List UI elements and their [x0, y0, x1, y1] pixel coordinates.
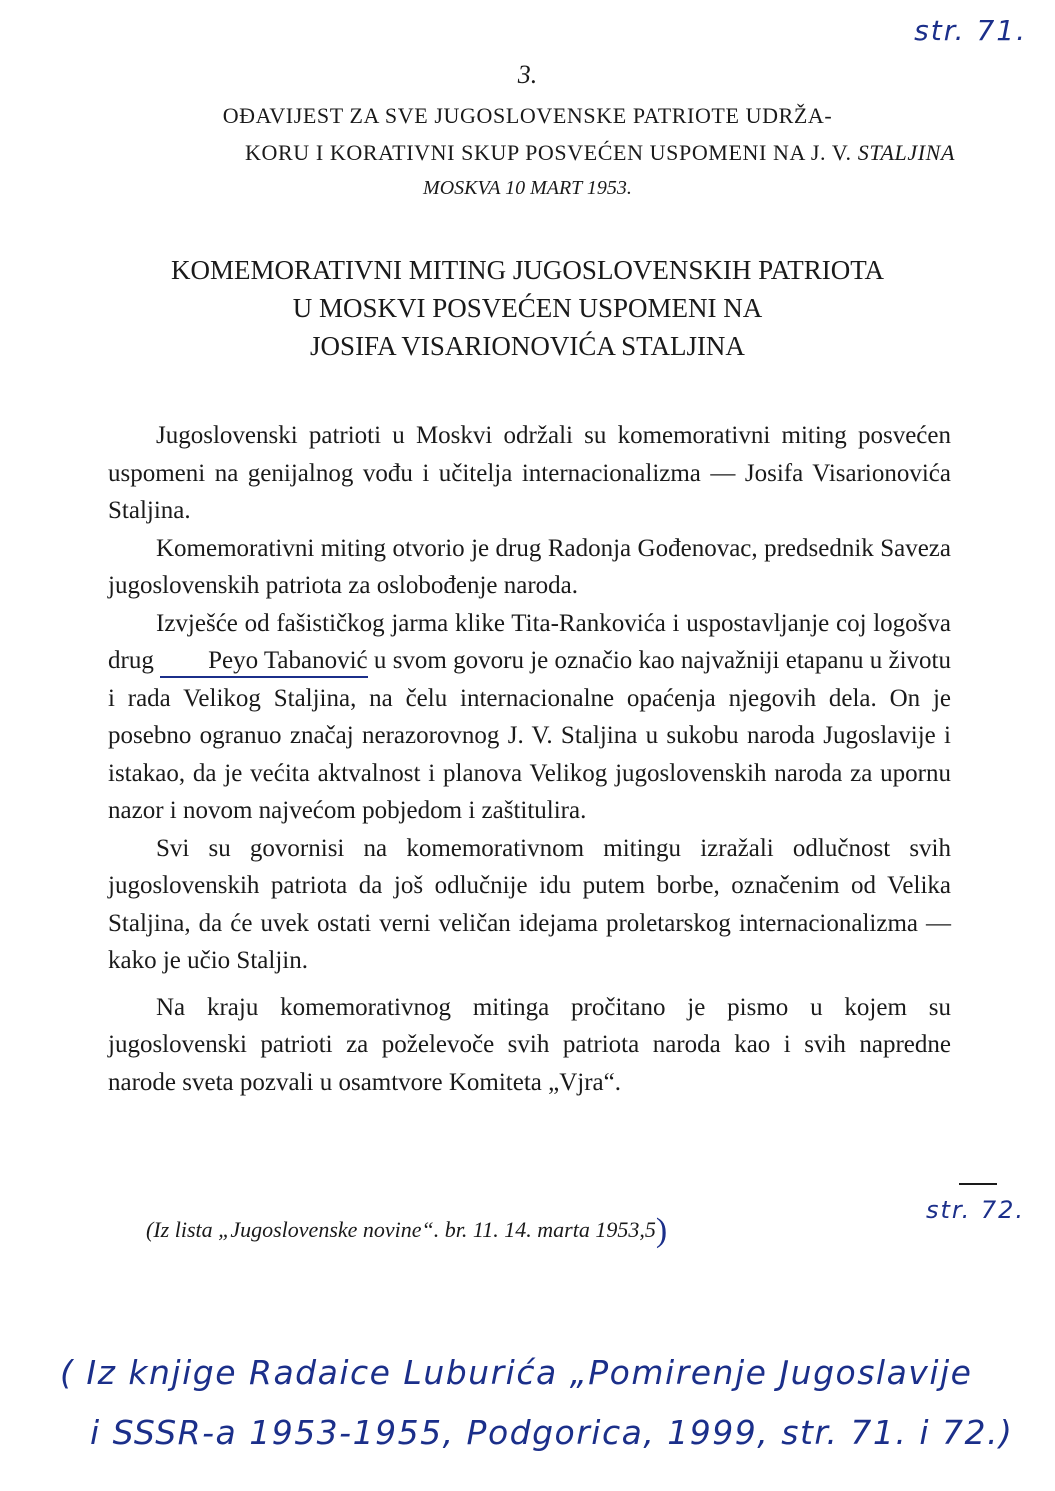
page-annotation-right: str. 72. — [925, 1196, 1025, 1224]
page-annotation-top: str. 71. — [914, 14, 1027, 47]
handwritten-note-line-1: ( Iz knjige Radaice Luburića „Pomirenje Jugoslavije — [60, 1353, 973, 1392]
article-title — [0, 251, 1055, 365]
heading-line-2-italic: STALJINA — [857, 140, 955, 165]
source-text: (Iz lista „Jugoslovenske novine“. br. 11. 14. marta 1953,5 — [146, 1217, 656, 1242]
source-close-paren: ) — [655, 1212, 668, 1249]
paragraph-4: Svi su govornisi na komemorativnom mitingu izražali odlučnost svih jugoslovenskih patriota da još odlučnije idu putem borbe, označenim od Velika Staljina, da će uvek ostati verni veličan idejama proletarskog internacionalizma — kako je učio Staljin. — [108, 834, 951, 974]
paragraph-5: Na kraju komemorativnog mitinga pročitano je pismo u kojem su jugoslovenski patrioti za poželevoče svih patriota naroda kao i svih napredne narode sveta pozvali u osamtvore Komiteta „Vjra“. — [108, 993, 951, 1096]
paragraph-3-end: u svom govoru je označio kao najvažniji etapanu u životu i rada Velikog Staljina, na čelu internacionalne opaćenja njegovih dela. On je posebno ogranuo značaj nerazorovnog J. V. Staljina u sukobu naroda Jugoslavije i istakao, da je većita aktvalnost i planova Velikog jugoslovenskih naroda za upornu nazor i novom najvećom pobjedom i zaštitulira. — [108, 647, 951, 824]
document-number: 3. — [517, 60, 538, 89]
heading-line-1: OĐAVIJEST ZA SVE JUGOSLOVENSKE PATRIOTE UDRŽA- — [222, 103, 833, 128]
handwritten-note-line-2: i SSSR-a 1953-1955, Podgorica, 1999, str. 71. i 72.) — [90, 1413, 1014, 1452]
source-citation — [146, 1212, 667, 1250]
underlined-name: Peyo Tabanović — [160, 646, 368, 678]
title-line-3: JOSIFA VISARIONOVIĆA STALJINA — [310, 331, 745, 361]
paragraph-1: Jugoslovenski patrioti u Moskvi održali su komemorativni miting posvećen uspomeni na genijalnog vođu i učitelja internacionalizma — Josifa Visarionovića Staljina. — [108, 422, 951, 524]
heading-line-2 — [100, 140, 955, 166]
article-body — [108, 408, 951, 1101]
heading-date: MOSKVA 10 MART 1953. — [423, 177, 632, 199]
margin-dash — [959, 1183, 997, 1185]
heading-line-2-main: KORU I KORATIVNI SKUP POSVEĆEN USPOMENI NA J. V. — [245, 140, 852, 165]
handwritten-note — [60, 1343, 1013, 1463]
title-line-2: U MOSKVI POSVEĆEN USPOMENI NA — [292, 293, 763, 323]
paragraph-2: Komemorativni miting otvorio je drug Radonja Gođenovac, predsednik Saveza jugoslovenskih patriota za oslobođenje naroda. — [108, 534, 951, 599]
title-line-1: KOMEMORATIVNI MITING JUGOSLOVENSKIH PATRIOTA — [170, 255, 885, 285]
paragraph-3 — [108, 605, 951, 830]
paragraph-3-start: Izvješće od fašističkog jarma klike Tita-Rankovića i uspostavljanje coj logošva drug — [108, 609, 951, 674]
